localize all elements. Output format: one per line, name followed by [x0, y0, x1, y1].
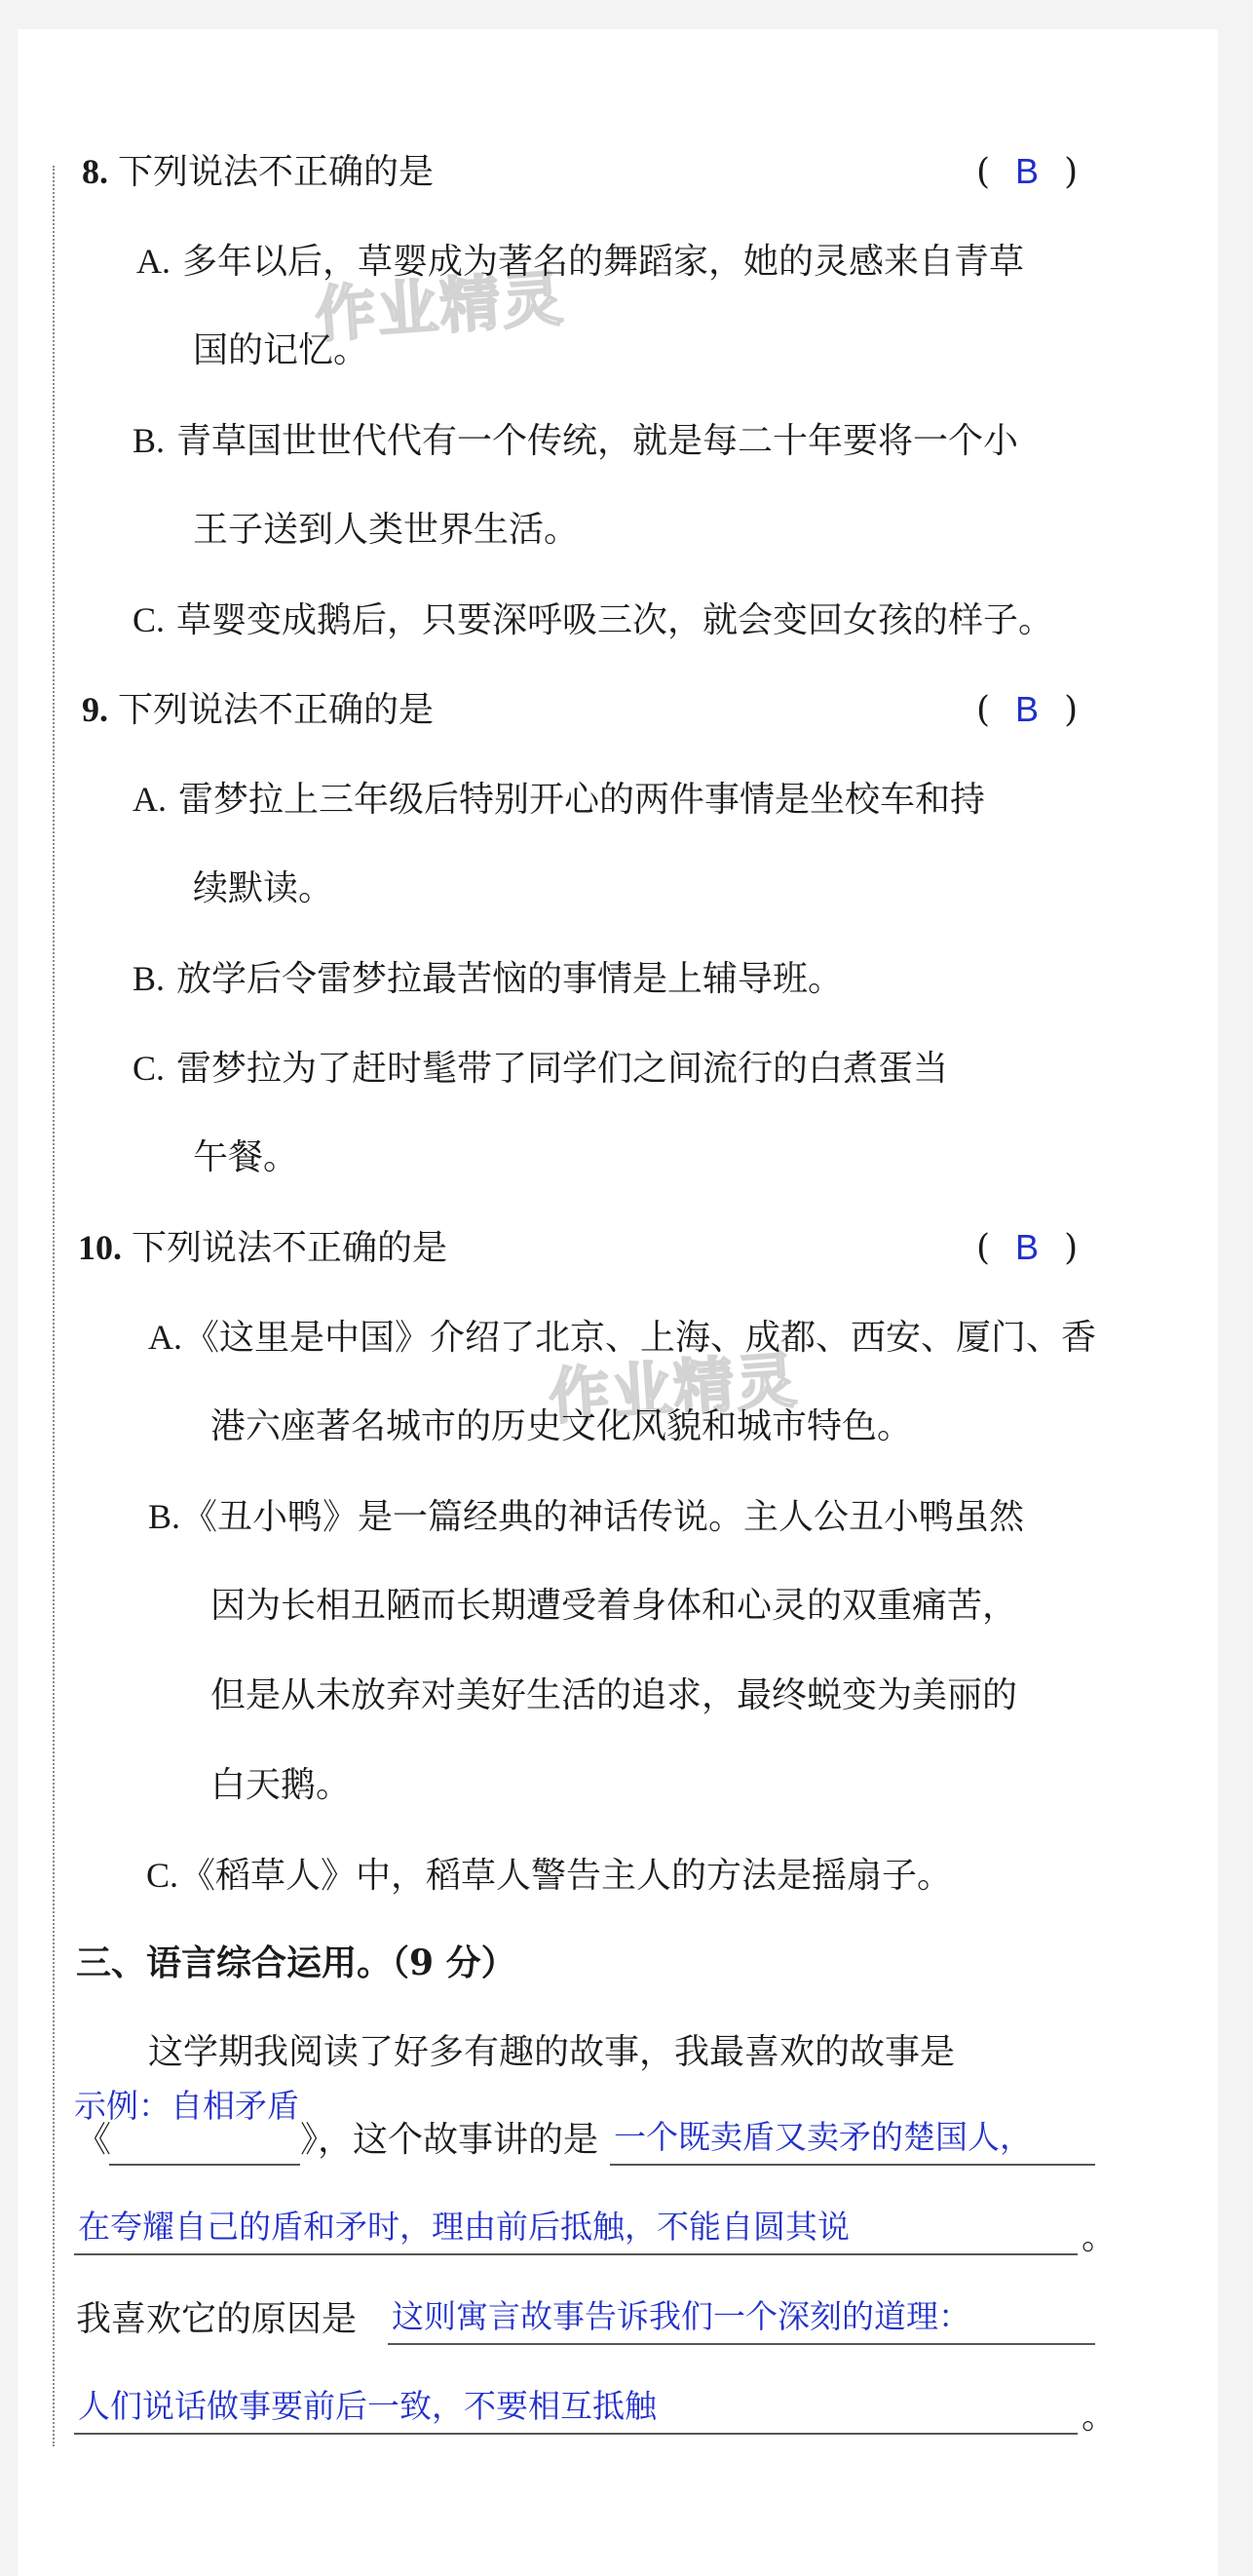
book-title-blank: [109, 2164, 300, 2166]
question-10-option-b-cont: 因为长相丑陋而长期遭受着身体和心灵的双重痛苦，: [210, 1586, 1018, 1626]
example-answer: 示例：自相矛盾: [74, 2087, 299, 2125]
story-answer-line-2: 在夸耀自己的盾和矛时，理由前后抵触，不能自圆其说: [78, 2208, 850, 2246]
watermark-logo: 作业精灵: [313, 262, 567, 351]
question-8-option-c: C. 草婴变成鹅后，只要深呼吸三次，就会变回女孩的样子。: [133, 600, 1054, 640]
question-10-answer-box: ( B ): [976, 1227, 1079, 1268]
book-title-close-prompt: 》，这个故事讲的是: [300, 2120, 599, 2160]
story-blank-line-2: [74, 2253, 1078, 2255]
period: 。: [1082, 2397, 1118, 2437]
story-blank-line-1: [610, 2164, 1095, 2166]
reason-blank-line-2: [74, 2433, 1078, 2435]
question-10-answer: B: [1015, 1227, 1040, 1267]
section-3-line-1: 这学期我阅读了好多有趣的故事，我最喜欢的故事是: [148, 2032, 956, 2072]
section-3-title: 三、语言综合运用。（9 分）: [76, 1942, 516, 1983]
question-8-option-a-cont: 国的记忆。: [193, 330, 369, 370]
question-8-option-b: B. 青草国世世代代有一个传统，就是每二十年要将一个小: [133, 421, 1019, 461]
question-9-option-a: A. 雷梦拉上三年级后特别开心的两件事情是坐校车和持: [133, 780, 986, 820]
question-10-option-b-cont: 白天鹅。: [210, 1765, 352, 1805]
question-9-answer: B: [1015, 689, 1040, 729]
question-9-option-c-cont: 午餐。: [193, 1137, 299, 1177]
binding-margin-line: [53, 166, 55, 2446]
question-10-option-a-cont: 港六座著名城市的历史文化风貌和城市特色。: [210, 1406, 913, 1446]
question-8-option-a: A. 多年以后，草婴成为著名的舞蹈家，她的灵感来自青草: [136, 242, 1025, 282]
reason-blank-line-1: [388, 2343, 1095, 2345]
period: 。: [1082, 2217, 1118, 2257]
reason-answer-line-1: 这则寓言故事告诉我们一个深刻的道理：: [392, 2297, 970, 2335]
reason-label: 我喜欢它的原因是: [76, 2299, 358, 2339]
question-9-stem: 9. 下列说法不正确的是: [82, 690, 435, 730]
question-10-option-b-cont: 但是从未放弃对美好生活的追求，最终蜕变为美丽的: [210, 1675, 1018, 1715]
question-8-answer-box: ( B ): [976, 151, 1079, 192]
question-9-option-a-cont: 续默读。: [193, 868, 334, 908]
watermark-logo: 作业精灵: [547, 1344, 801, 1433]
question-9-answer-box: ( B ): [976, 689, 1079, 730]
story-answer-line-1: 一个既卖盾又卖矛的楚国人，: [614, 2118, 1032, 2156]
question-9-option-c: C. 雷梦拉为了赶时髦带了同学们之间流行的白煮蛋当: [133, 1049, 949, 1089]
question-8-option-b-cont: 王子送到人类世界生活。: [193, 510, 580, 550]
question-8-stem: 8. 下列说法不正确的是: [82, 152, 435, 192]
question-9-option-b: B. 放学后令雷梦拉最苦恼的事情是上辅导班。: [133, 959, 844, 999]
worksheet-page: [18, 29, 1218, 2576]
question-10-option-a: A.《这里是中国》介绍了北京、上海、成都、西安、厦门、香: [148, 1318, 1097, 1358]
question-10-option-b: B.《丑小鸭》是一篇经典的神话传说。主人公丑小鸭虽然: [148, 1497, 1025, 1537]
question-10-stem: 10. 下列说法不正确的是: [78, 1228, 448, 1268]
book-title-open: 《: [76, 2120, 112, 2160]
reason-answer-line-2: 人们说话做事要前后一致，不要相互抵触: [78, 2387, 657, 2425]
question-8-answer: B: [1015, 151, 1040, 191]
question-10-option-c: C.《稻草人》中，稻草人警告主人的方法是摇扇子。: [146, 1856, 953, 1896]
